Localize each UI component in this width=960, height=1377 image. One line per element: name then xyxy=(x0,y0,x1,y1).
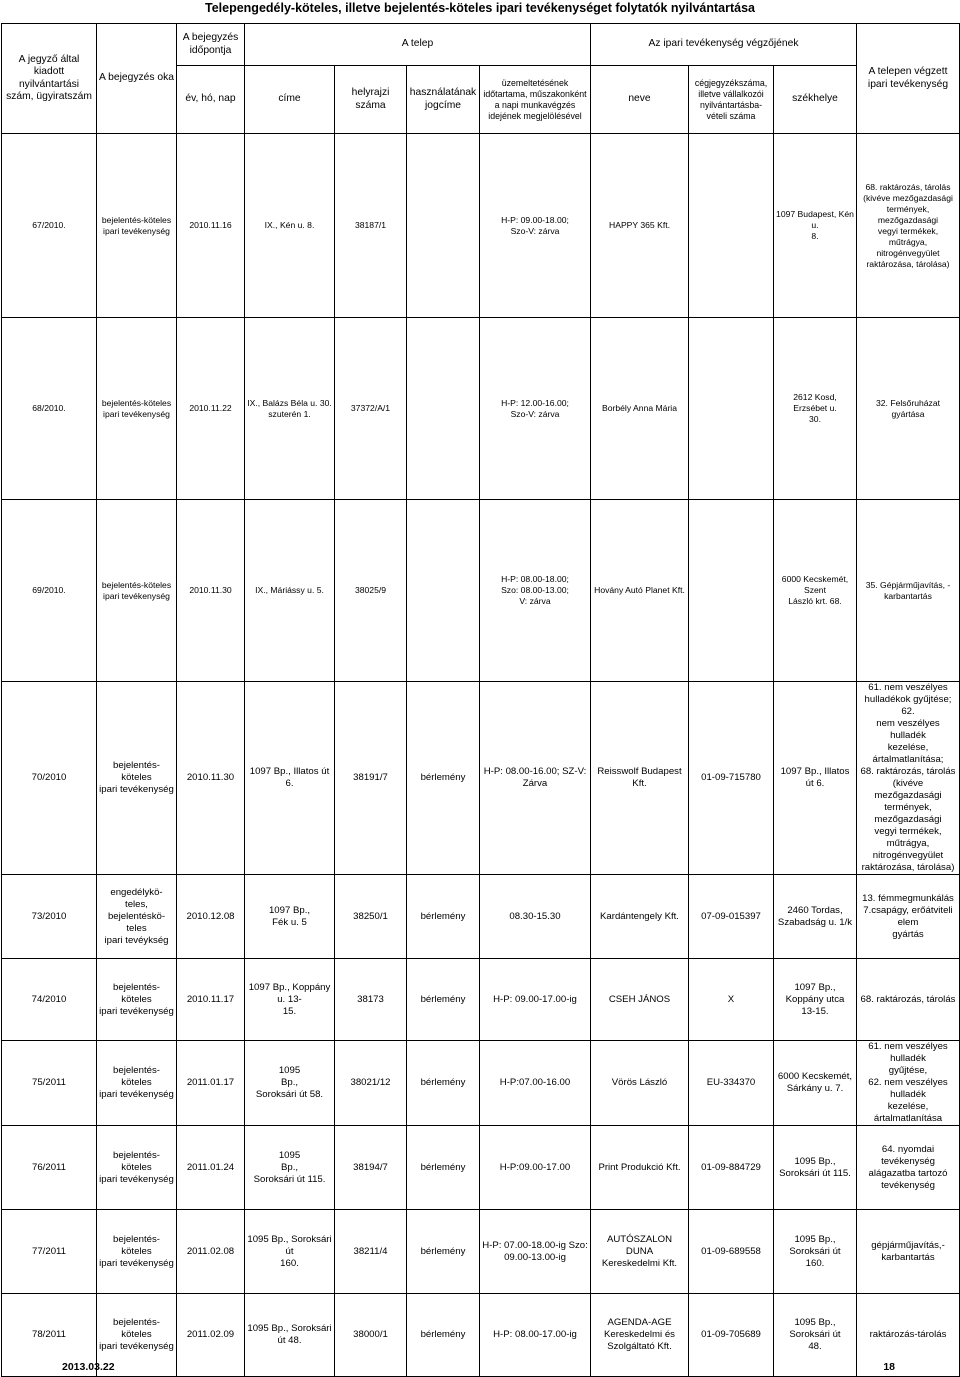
cell-company-reg: 01-09-689558 xyxy=(689,1210,774,1294)
cell-name: CSEH JÁNOS xyxy=(591,959,689,1041)
cell-address: 1095 Bp., Soroksári út 115. xyxy=(245,1126,335,1210)
cell-address: IX., Kén u. 8. xyxy=(245,134,335,318)
cell-seat: 1097 Budapest, Kén u. 8. xyxy=(774,134,857,318)
cell-activity: gépjárműjavítás,- karbantartás xyxy=(857,1210,960,1294)
table-row xyxy=(2,134,960,318)
cell-reg-no: 75/2011 xyxy=(2,1041,97,1126)
cell-activity: raktározás-tárolás xyxy=(857,1294,960,1377)
cell-reg-no: 74/2010 xyxy=(2,959,97,1041)
cell-date: 2011.02.08 xyxy=(177,1210,245,1294)
cell-company-reg: EU-334370 xyxy=(689,1041,774,1126)
page-footer xyxy=(0,1360,960,1376)
cell-date: 2010.11.17 xyxy=(177,959,245,1041)
cell-activity: 35. Gépjárműjavítás, - karbantartás xyxy=(857,500,960,682)
cell-reg-no: 76/2011 xyxy=(2,1126,97,1210)
cell-seat: 1095 Bp., Soroksári út 48. xyxy=(774,1294,857,1377)
table-row xyxy=(2,1126,960,1210)
header-operation: üzemeltetésének időtartama, műszakonként a napi munkavégzés idejének megjelölésével xyxy=(480,66,591,134)
cell-use-title xyxy=(407,318,480,500)
cell-operation: H-P: 08.00-16.00; SZ-V: Zárva xyxy=(480,682,591,875)
cell-operation: 08.30-15.30 xyxy=(480,875,591,959)
cell-address: IX., Máriássy u. 5. xyxy=(245,500,335,682)
header-activity: A telepen végzett ipari tevékenység xyxy=(857,24,960,134)
cell-lot: 38187/1 xyxy=(335,134,407,318)
header-date-group: A bejegyzés időpontja xyxy=(177,24,245,66)
cell-name: AGENDA-AGE Kereskedelmi és Szolgáltató Kft. xyxy=(591,1294,689,1377)
cell-activity: 68. raktározás, tárolás xyxy=(857,959,960,1041)
cell-lot: 38194/7 xyxy=(335,1126,407,1210)
cell-company-reg xyxy=(689,500,774,682)
cell-company-reg: 01-09-715780 xyxy=(689,682,774,875)
table-row xyxy=(2,318,960,500)
header-date-sub: év, hó, nap xyxy=(177,66,245,134)
header-lot: helyrajzi száma xyxy=(335,66,407,134)
header-site-group: A telep xyxy=(245,24,591,66)
cell-seat: 2612 Kosd, Erzsébet u. 30. xyxy=(774,318,857,500)
cell-reg-no: 68/2010. xyxy=(2,318,97,500)
cell-lot: 38173 xyxy=(335,959,407,1041)
cell-lot: 37372/A/1 xyxy=(335,318,407,500)
header-company-reg: cégjegyzékszáma, illetve vállalkozói nyilvántartásba-vételi száma xyxy=(689,66,774,134)
cell-company-reg xyxy=(689,134,774,318)
cell-date: 2010.11.16 xyxy=(177,134,245,318)
cell-use-title: bérlemény xyxy=(407,1126,480,1210)
registry-table xyxy=(1,23,960,1377)
cell-date: 2010.12.08 xyxy=(177,875,245,959)
cell-use-title xyxy=(407,500,480,682)
cell-name: Reisswolf Budapest Kft. xyxy=(591,682,689,875)
cell-address: 1095 Bp., Soroksári út 48. xyxy=(245,1294,335,1377)
cell-address: 1095 Bp., Soroksári út 160. xyxy=(245,1210,335,1294)
cell-operation: H-P: 08.00-17.00-ig xyxy=(480,1294,591,1377)
cell-date: 2010.11.22 xyxy=(177,318,245,500)
cell-date: 2010.11.30 xyxy=(177,682,245,875)
cell-seat: 6000 Kecskemét, Szent László krt. 68. xyxy=(774,500,857,682)
cell-seat: 1097 Bp., Koppány utca 13-15. xyxy=(774,959,857,1041)
cell-date: 2011.01.24 xyxy=(177,1126,245,1210)
cell-activity: 32. Felsőruházat gyártása xyxy=(857,318,960,500)
footer-date: 2013.03.22 xyxy=(62,1361,115,1373)
cell-company-reg: 01-09-884729 xyxy=(689,1126,774,1210)
cell-name: Borbély Anna Mária xyxy=(591,318,689,500)
cell-reg-no: 77/2011 xyxy=(2,1210,97,1294)
cell-company-reg: 01-09-705689 xyxy=(689,1294,774,1377)
cell-name: Kardántengely Kft. xyxy=(591,875,689,959)
cell-date: 2011.02.09 xyxy=(177,1294,245,1377)
header-use-title: használatának jogcíme xyxy=(407,66,480,134)
cell-use-title: bérlemény xyxy=(407,1294,480,1377)
cell-activity: 13. fémmegmunkálás 7.csapágy, erőátviteli elem gyártás xyxy=(857,875,960,959)
cell-address: IX., Balázs Béla u. 30. szuterén 1. xyxy=(245,318,335,500)
cell-activity: 68. raktározás, tárolás (kivéve mezőgazdasági termények, mezőgazdasági vegyi termékek, műtrágya, nitrogénvegyület raktározása, tárolása) xyxy=(857,134,960,318)
cell-reg-no: 73/2010 xyxy=(2,875,97,959)
cell-lot: 38191/7 xyxy=(335,682,407,875)
table-row xyxy=(2,682,960,875)
cell-reg-no: 69/2010. xyxy=(2,500,97,682)
cell-name: Hovány Autó Planet Kft. xyxy=(591,500,689,682)
cell-reason: bejelentés-köteles ipari tevékenység xyxy=(97,318,177,500)
cell-operation: H-P: 09.00-17.00-ig xyxy=(480,959,591,1041)
cell-lot: 38211/4 xyxy=(335,1210,407,1294)
cell-name: HAPPY 365 Kft. xyxy=(591,134,689,318)
cell-reason: bejelentés-köteles ipari tevékenység xyxy=(97,500,177,682)
cell-use-title: bérlemény xyxy=(407,875,480,959)
cell-operation: H-P:09.00-17.00 xyxy=(480,1126,591,1210)
cell-use-title xyxy=(407,134,480,318)
cell-reason: bejelentés-köteles ipari tevékenység xyxy=(97,1294,177,1377)
table-row xyxy=(2,1210,960,1294)
cell-reg-no: 70/2010 xyxy=(2,682,97,875)
cell-use-title: bérlemény xyxy=(407,682,480,875)
cell-use-title: bérlemény xyxy=(407,1041,480,1126)
cell-seat: 1095 Bp., Soroksári út 115. xyxy=(774,1126,857,1210)
cell-seat: 2460 Tordas, Szabadság u. 1/k xyxy=(774,875,857,959)
cell-activity: 61. nem veszélyes hulladék gyűjtése, 62. nem veszélyes hulladék kezelése, ártalmatlanítása xyxy=(857,1041,960,1126)
cell-reg-no: 67/2010. xyxy=(2,134,97,318)
cell-activity: 64. nyomdai tevékenység alágazatba tartozó tevékenység xyxy=(857,1126,960,1210)
header-address: címe xyxy=(245,66,335,134)
cell-operation: H-P:07.00-16.00 xyxy=(480,1041,591,1126)
cell-reason: bejelentés-köteles ipari tevékenység xyxy=(97,1210,177,1294)
cell-company-reg: X xyxy=(689,959,774,1041)
cell-date: 2010.11.30 xyxy=(177,500,245,682)
page-title: Telepengedély-köteles, illetve bejelentés-köteles ipari tevékenységet folytatók nyilvántartása xyxy=(205,1,755,15)
cell-reason: bejelentés-köteles ipari tevékenység xyxy=(97,134,177,318)
cell-reg-no: 78/2011 xyxy=(2,1294,97,1377)
table-row xyxy=(2,959,960,1041)
cell-operation: H-P: 12.00-16.00; Szo-V: zárva xyxy=(480,318,591,500)
table-row xyxy=(2,500,960,682)
cell-address: 1095 Bp., Soroksári út 58. xyxy=(245,1041,335,1126)
footer-page-number: 18 xyxy=(883,1361,895,1373)
cell-name: Print Produkció Kft. xyxy=(591,1126,689,1210)
header-reason: A bejegyzés oka xyxy=(97,24,177,134)
cell-name: Vörös László xyxy=(591,1041,689,1126)
cell-lot: 38021/12 xyxy=(335,1041,407,1126)
cell-lot: 38025/9 xyxy=(335,500,407,682)
table-row xyxy=(2,875,960,959)
cell-operation: H-P: 09.00-18.00; Szo-V: zárva xyxy=(480,134,591,318)
cell-seat: 1095 Bp., Soroksári út 160. xyxy=(774,1210,857,1294)
cell-activity: 61. nem veszélyes hulladékok gyűjtése; 62. nem veszélyes hulladék kezelése, ártalmatlanítása; 68. raktározás, tárolás (kivéve mezőgazdasági termények, mezőgazdasági vegyi termékek, műtrágya, nitrogénvegyület raktározása, tárolása) xyxy=(857,682,960,875)
cell-reason: bejelentés-köteles ipari tevékenység xyxy=(97,682,177,875)
cell-lot: 38250/1 xyxy=(335,875,407,959)
table-row xyxy=(2,1041,960,1126)
cell-name: AUTÓSZALON DUNA Kereskedelmi Kft. xyxy=(591,1210,689,1294)
cell-use-title: bérlemény xyxy=(407,1210,480,1294)
header-reg-no: A jegyző által kiadott nyilvántartási szám, ügyiratszám xyxy=(2,24,97,134)
cell-reason: bejelentés-köteles ipari tevékenység xyxy=(97,1126,177,1210)
cell-lot: 38000/1 xyxy=(335,1294,407,1377)
header-operator-group: Az ipari tevékenység végzőjének xyxy=(591,24,857,66)
header-seat: székhelye xyxy=(774,66,857,134)
cell-address: 1097 Bp., Fék u. 5 xyxy=(245,875,335,959)
cell-address: 1097 Bp., Illatos út 6. xyxy=(245,682,335,875)
cell-reason: engedélykö- teles, bejelentéskö- teles ipari tevéykség xyxy=(97,875,177,959)
cell-seat: 1097 Bp., Illatos út 6. xyxy=(774,682,857,875)
cell-operation: H-P: 07.00-18.00-ig Szo: 09.00-13.00-ig xyxy=(480,1210,591,1294)
cell-reason: bejelentés-köteles ipari tevékenység xyxy=(97,959,177,1041)
cell-address: 1097 Bp., Koppány u. 13- 15. xyxy=(245,959,335,1041)
cell-company-reg: 07-09-015397 xyxy=(689,875,774,959)
header-name: neve xyxy=(591,66,689,134)
cell-company-reg xyxy=(689,318,774,500)
cell-reason: bejelentés-köteles ipari tevékenység xyxy=(97,1041,177,1126)
cell-operation: H-P: 08.00-18.00; Szo: 08.00-13.00; V: zárva xyxy=(480,500,591,682)
cell-date: 2011.01.17 xyxy=(177,1041,245,1126)
cell-use-title: bérlemény xyxy=(407,959,480,1041)
cell-seat: 6000 Kecskemét, Sárkány u. 7. xyxy=(774,1041,857,1126)
